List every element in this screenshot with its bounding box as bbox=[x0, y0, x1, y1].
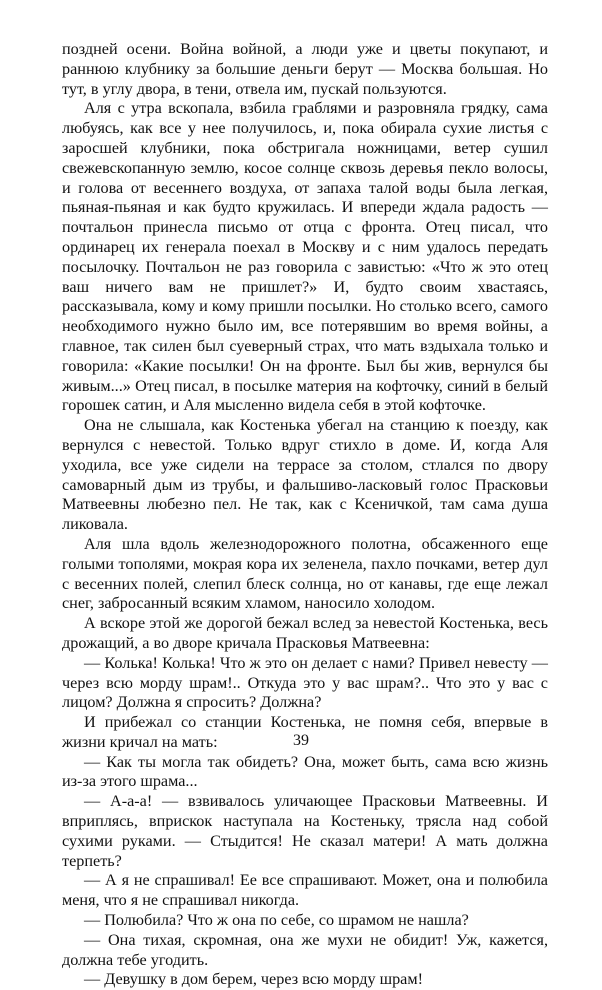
dialogue-line: — А я не спрашивал! Ее все спрашивают. Может, она и полюбила меня, что я не спрашивал никогда. bbox=[62, 871, 548, 910]
dialogue-line: — Колька! Колька! Что ж это он делает с нами? Привел невесту — через всю морду шрам!.. Откуда это у вас шрам?.. Что это у вас с лицом? Должна я спросить? Должна? bbox=[62, 653, 548, 712]
paragraph: Аля шла вдоль железнодорожного полотна, обсаженного еще голыми тополями, мокрая кора их зеленела, пахло почками, ветер дул с весенних полей, слепил блеск солнца, но от канавы, где еще лежал снег, забросанный всяким хламом, наносило холодом. bbox=[62, 534, 548, 613]
page-number: 39 bbox=[293, 732, 309, 749]
dialogue-line: — Она тихая, скромная, она же мухи не обидит! Уж, кажется, должна тебе угодить. bbox=[62, 930, 548, 969]
dialogue-line: — Девушку в дом берем, через всю морду шрам! bbox=[84, 970, 423, 989]
dialogue-line: — А-а-а! — взвивалось уличающее Прасковьи Матвеевны. И вприплясь, вприскок наступала на Костеньку, трясла над собой сухими руками. — Стыдится! Не сказал матери! А мать должна терпеть? bbox=[62, 792, 548, 870]
paragraph: Она не слышала, как Костенька убегал на станцию к поезду, как вернулся с невестой. Только вдруг стихло в доме. И, когда Аля уходила, все уже сидели на террасе за столом, стлался по двору самоварный дым из трубы, и фальшиво-ласковый голос Прасковьи Матвеевны любезно пел. Не так, как с Ксеничкой, там сама душа ликовала. bbox=[62, 416, 548, 534]
body-text bbox=[62, 40, 548, 990]
paragraph: И прибежал со станции Костенька, не помня себя, впервые в жизни кричал на мать: bbox=[62, 713, 548, 751]
dialogue-line: — Полюбила? Что ж она по себе, со шрамом не нашла? bbox=[84, 911, 469, 930]
dialogue-line: — Как ты могла так обидеть? Она, может быть, сама всю жизнь из-за этого шрама... bbox=[62, 752, 548, 791]
paragraph: Аля с утра вскопала, взбила граблями и разровняла грядку, сама любуясь, как все у нее получилось, и, пока обирала сухие листья с заросшей клубники, пока обстригала ножницами, ветер сушил свежевскопанную землю, косое солнце сквозь деревья пекло волосы, и голова от весеннего воздуха, от запаха талой воды была легкая, пьяная-пьяная и как будто кружилась. И впереди ждала радость — почтальон принесла письмо от отца с фронта. Отец писал, что ординарец их генерала поехал в Москву и с ним удалось передать посылочку. Почтальон не раз говорила с завистью: «Что ж это отец ваш ничего вам не пришлет?» И, будто своим хвастаясь, рассказывала, кому и кому пришли посылки. Но столько всего, самого необходимого нужно было им, все потерявшим во время войны, а главное, так силен был суеверный страх, что мать вздыхала только и говорила: «Какие посылки! Он на фронте. Был бы жив, вернулся бы живым...» Отец писал, в посылке материя на кофточку, синий в белый горошек сатин, и Аля мысленно видела себя в этой кофточке. bbox=[62, 99, 548, 415]
paragraph: А вскоре этой же дорогой бежал вслед за невестой Костенька, весь дрожащий, а во дворе кричала Прасковья Матвеевна: bbox=[62, 614, 548, 652]
paragraph: поздней осени. Война войной, а люди уже и цветы покупают, и раннюю клубнику за большие деньги берут — Москва большая. Но тут, в углу двора, в тени, отвела им, пускай пользуются. bbox=[62, 40, 548, 98]
